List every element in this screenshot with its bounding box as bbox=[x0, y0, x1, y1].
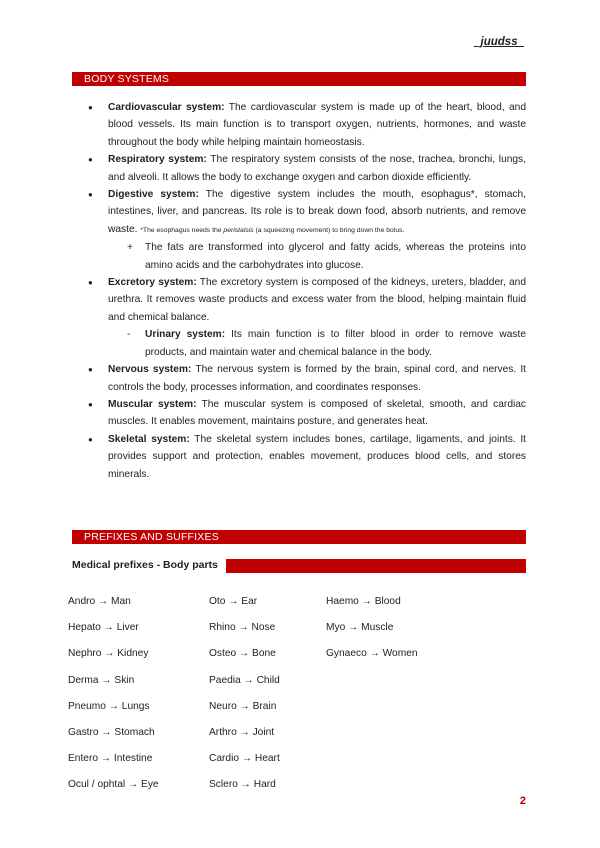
prefix-entry: Arthro → Joint bbox=[209, 727, 275, 739]
prefix-entry bbox=[326, 694, 466, 720]
term: Skeletal system: bbox=[108, 433, 190, 445]
footnote: *The esophagus needs the peristalsis (a squeezing movement) to bring down the bolus. bbox=[140, 226, 405, 234]
term: Excretory system: bbox=[108, 277, 197, 289]
prefix-entry: Paedia → Child bbox=[209, 674, 280, 686]
term: Nervous system: bbox=[108, 364, 192, 376]
sub-item bbox=[108, 239, 526, 274]
prefix-entry: Pneumo → Lungs bbox=[68, 700, 150, 712]
list-item bbox=[80, 186, 526, 274]
prefix-entry: Hepato → Liver bbox=[68, 622, 139, 634]
description: The muscular system is composed of skeletal, smooth, and cardiac muscles. It enables movement, maintains posture, and generates heat. bbox=[108, 398, 527, 428]
prefix-entry bbox=[326, 746, 466, 772]
prefix-entry: Haemo → Blood bbox=[326, 596, 401, 607]
subsection-title: Medical prefixes - Body parts bbox=[72, 559, 218, 571]
prefix-entry bbox=[326, 720, 466, 746]
prefix-entry bbox=[326, 772, 466, 798]
sub-text: The fats are transformed into glycerol and fatty acids, whereas the proteins into amino acids and the carbohydrates into glucose. bbox=[145, 242, 526, 271]
description: The excretory system is composed of the kidneys, ureters, bladder, and urethra. It removes waste products and excess water from the blood, helping maintain fluid and chemical balance. bbox=[108, 277, 527, 323]
description: The digestive system includes the mouth, esophagus*, stomach, intestines, liver, and pancreas. Its role is to break down food, absorb nutrients, and remove waste. bbox=[108, 189, 526, 235]
prefix-entry: Gastro → Stomach bbox=[68, 727, 155, 739]
author-tag: _juudss_ bbox=[474, 36, 524, 48]
prefix-entry: Cardio → Heart bbox=[209, 753, 280, 765]
sub-item bbox=[108, 326, 526, 361]
term: Muscular system: bbox=[108, 398, 197, 410]
sub-term: Urinary system: bbox=[145, 329, 226, 341]
list-item bbox=[80, 396, 526, 431]
body-systems-list bbox=[80, 99, 526, 483]
list-item bbox=[80, 361, 526, 396]
section-banner-prefixes: PREFIXES AND SUFFIXES bbox=[72, 530, 526, 544]
prefix-entry: Oto → Ear bbox=[209, 596, 258, 607]
description: The nervous system is formed by the brain, spinal cord, and nerves. It controls the body, processes information, and coordinates responses. bbox=[108, 364, 526, 393]
prefix-entry: Derma → Skin bbox=[68, 674, 135, 686]
prefix-entry: Rhino → Nose bbox=[209, 622, 276, 634]
prefix-entry: Sclero → Hard bbox=[209, 779, 276, 791]
term: Respiratory system: bbox=[108, 154, 207, 166]
prefix-entry: Entero → Intestine bbox=[68, 753, 153, 765]
description: The skeletal system includes bones, cartilage, ligaments, and joints. It provides support and protection, enables movement, produces blood cells, and stores minerals. bbox=[108, 433, 526, 480]
prefix-entry: Neuro → Brain bbox=[209, 700, 277, 712]
prefix-entry: Gynaeco → Women bbox=[326, 648, 418, 660]
prefix-entry: Osteo → Bone bbox=[209, 648, 276, 660]
list-item bbox=[80, 99, 526, 151]
prefix-entry: Andro → Man bbox=[68, 596, 131, 607]
list-item bbox=[80, 151, 526, 186]
section-banner-body-systems: BODY SYSTEMS bbox=[72, 72, 526, 86]
list-item bbox=[80, 431, 526, 483]
term: Digestive system: bbox=[108, 189, 199, 201]
prefix-entry bbox=[326, 668, 466, 694]
subtitle-bar bbox=[226, 559, 526, 573]
page-number: 2 bbox=[519, 795, 526, 807]
prefix-entry: Nephro → Kidney bbox=[68, 648, 149, 660]
term: Cardiovascular system: bbox=[108, 102, 225, 113]
prefix-entry: Myo → Muscle bbox=[326, 622, 394, 634]
prefix-table bbox=[68, 589, 528, 799]
sub-bullet: + bbox=[127, 242, 133, 254]
list-item bbox=[80, 274, 526, 361]
sub-bullet: - bbox=[127, 329, 131, 341]
description: The cardiovascular system is made up of the heart, blood, and blood vessels. Its main function is to transport oxygen, nutrients, hormones, and waste throughout the body while helping maintain homeostasis. bbox=[108, 102, 526, 148]
sub-text: Its main function is to filter blood in order to remove waste products, and maintain water and chemical balance in the body. bbox=[145, 329, 526, 358]
prefix-entry: Ocul / ophtal → Eye bbox=[68, 779, 159, 791]
description: The respiratory system consists of the nose, trachea, bronchi, lungs, and alveoli. It allows the body to exchange oxygen and carbon dioxide efficiently. bbox=[108, 154, 526, 183]
